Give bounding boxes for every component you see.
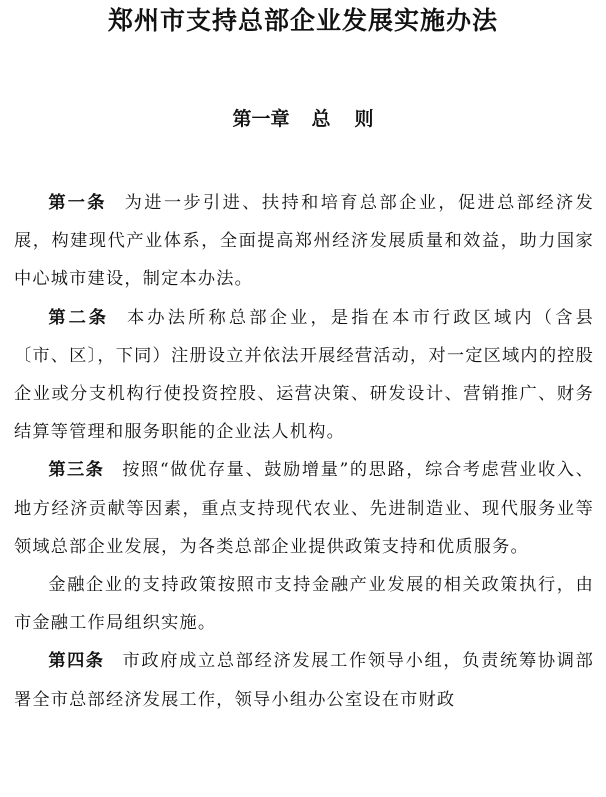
article-number: 第四条 — [48, 651, 105, 672]
chapter-name-part1: 总 — [311, 108, 331, 130]
paragraph-finance-note — [14, 566, 594, 642]
article-paragraph-3 — [14, 451, 594, 566]
chapter-name-part2: 则 — [354, 108, 374, 130]
chapter-number: 第一章 — [232, 108, 290, 130]
paragraph-text: 金融企业的支持政策按照市支持金融产业发展的相关政策执行，由市金融工作局组织实施。 — [14, 575, 594, 634]
document-title: 郑州市支持总部企业发展实施办法 — [107, 6, 498, 35]
article-paragraph-1 — [14, 184, 594, 299]
article-text: 市政府成立总部经济发展工作领导小组，负责统筹协调部署全市总部经济发展工作，领导小组办公室设在市财政 — [14, 651, 594, 710]
article-number: 第二条 — [48, 307, 109, 328]
article-text: 为进一步引进、扶持和培育总部企业，促进总部经济发展，构建现代产业体系，全面提高郑州经济发展质量和效益，助力国家中心城市建设，制定本办法。 — [14, 193, 594, 290]
article-number: 第一条 — [48, 193, 107, 213]
article-number: 第三条 — [48, 460, 105, 481]
article-text: 按照“做优存量、鼓励增量”的思路，综合考虑营业收入、地方经济贡献等因素，重点支持现代农业、先进制造业、现代服务业等领域总部企业发展，为各类总部企业提供政策支持和优质服务。 — [14, 460, 594, 557]
article-paragraph-2 — [14, 299, 594, 452]
document-body — [14, 184, 594, 719]
chapter-heading — [0, 106, 606, 132]
article-text: 本办法所称总部企业，是指在本市行政区域内（含县〔市、区〕，下同）注册设立并依法开展经营活动，对一定区域内的控股企业或分支机构行使投资控股、运营决策、研发设计、营销推广、财务结算等管理和服务职能的企业法人机构。 — [14, 307, 594, 443]
article-paragraph-4 — [14, 642, 594, 718]
